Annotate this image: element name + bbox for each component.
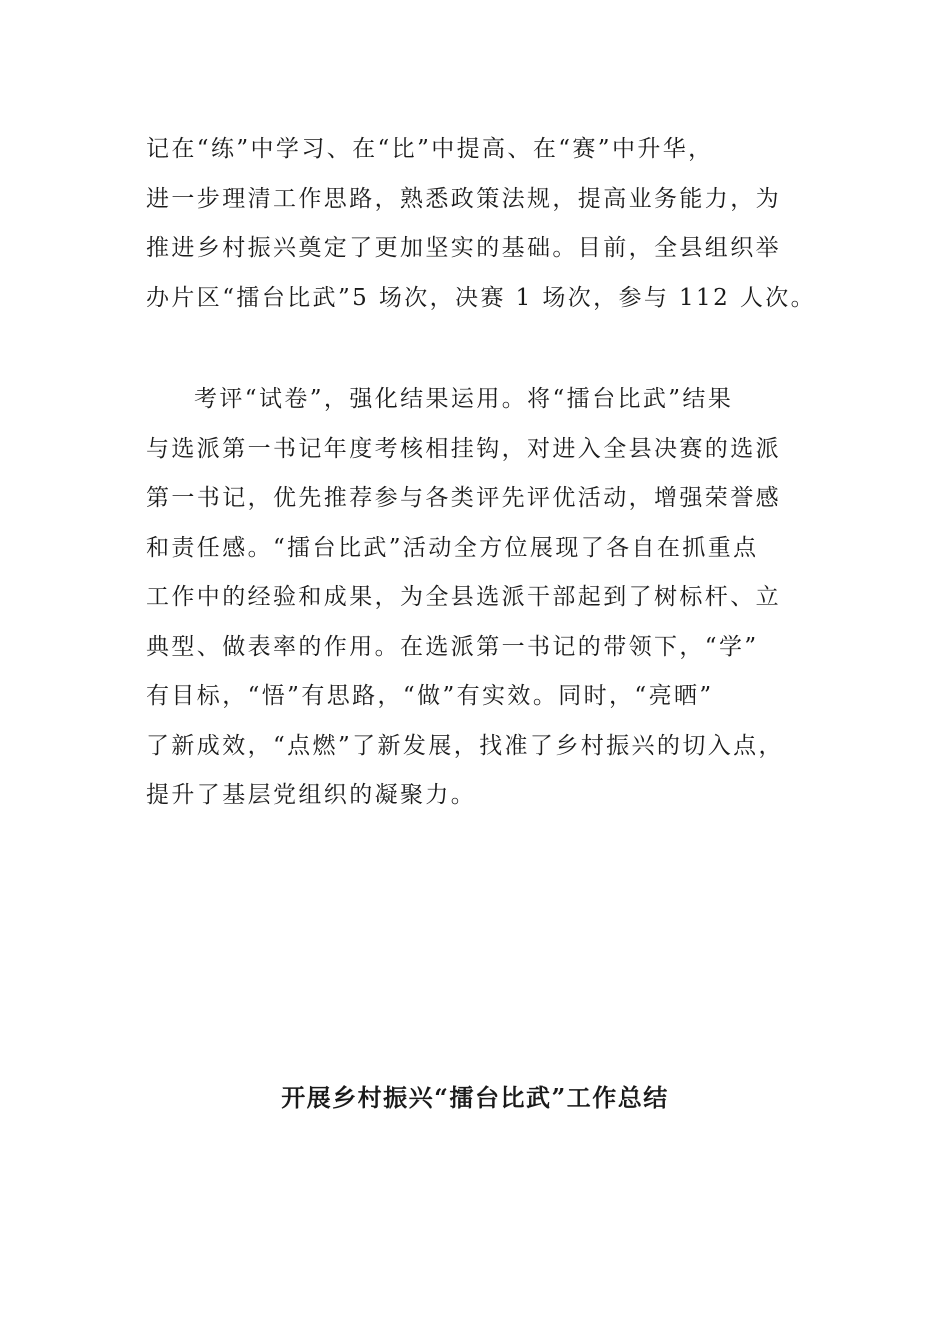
- paragraph-line: 和责任感。“擂台比武”活动全方位展现了各自在抓重点: [146, 534, 759, 561]
- paragraph-line: 工作中的经验和成果，为全县选派干部起到了树标杆、立: [146, 584, 781, 610]
- paragraph-line: 记在“练”中学习、在“比”中提高、在“赛”中升华，: [146, 136, 714, 162]
- paragraph-line: 与选派第一书记年度考核相挂钩，对进入全县决赛的选派: [146, 435, 781, 462]
- paragraph-line: 考评“试卷”，强化结果运用。将“擂台比武”结果: [194, 386, 734, 412]
- paragraph-line: 办片区“擂台比武”5 场次，决赛 1 场次，参与 112 人次。: [146, 284, 817, 311]
- paragraph-line: 第一书记，优先推荐参与各类评先评优活动，增强荣誉感: [146, 485, 781, 511]
- paragraph-line: 了新成效，“点燃”了新发展，找准了乡村振兴的切入点，: [146, 732, 784, 759]
- document-title: 开展乡村振兴“擂台比武”工作总结: [281, 1083, 669, 1112]
- paragraph-line: 典型、做表率的作用。在选派第一书记的带领下，“学”: [146, 633, 759, 660]
- body-paragraph-evaluation: [146, 375, 796, 821]
- paragraph-line: 有目标，“悟”有思路，“做”有实效。同时，“亮晒”: [146, 683, 714, 709]
- paragraph-line: 推进乡村振兴奠定了更加坚实的基础。目前，全县组织举: [146, 235, 781, 261]
- paragraph-line: 进一步理清工作思路，熟悉政策法规，提高业务能力，为: [146, 185, 781, 212]
- paragraph-line: 提升了基层党组织的凝聚力。: [146, 782, 477, 808]
- body-paragraph-results: [146, 125, 817, 323]
